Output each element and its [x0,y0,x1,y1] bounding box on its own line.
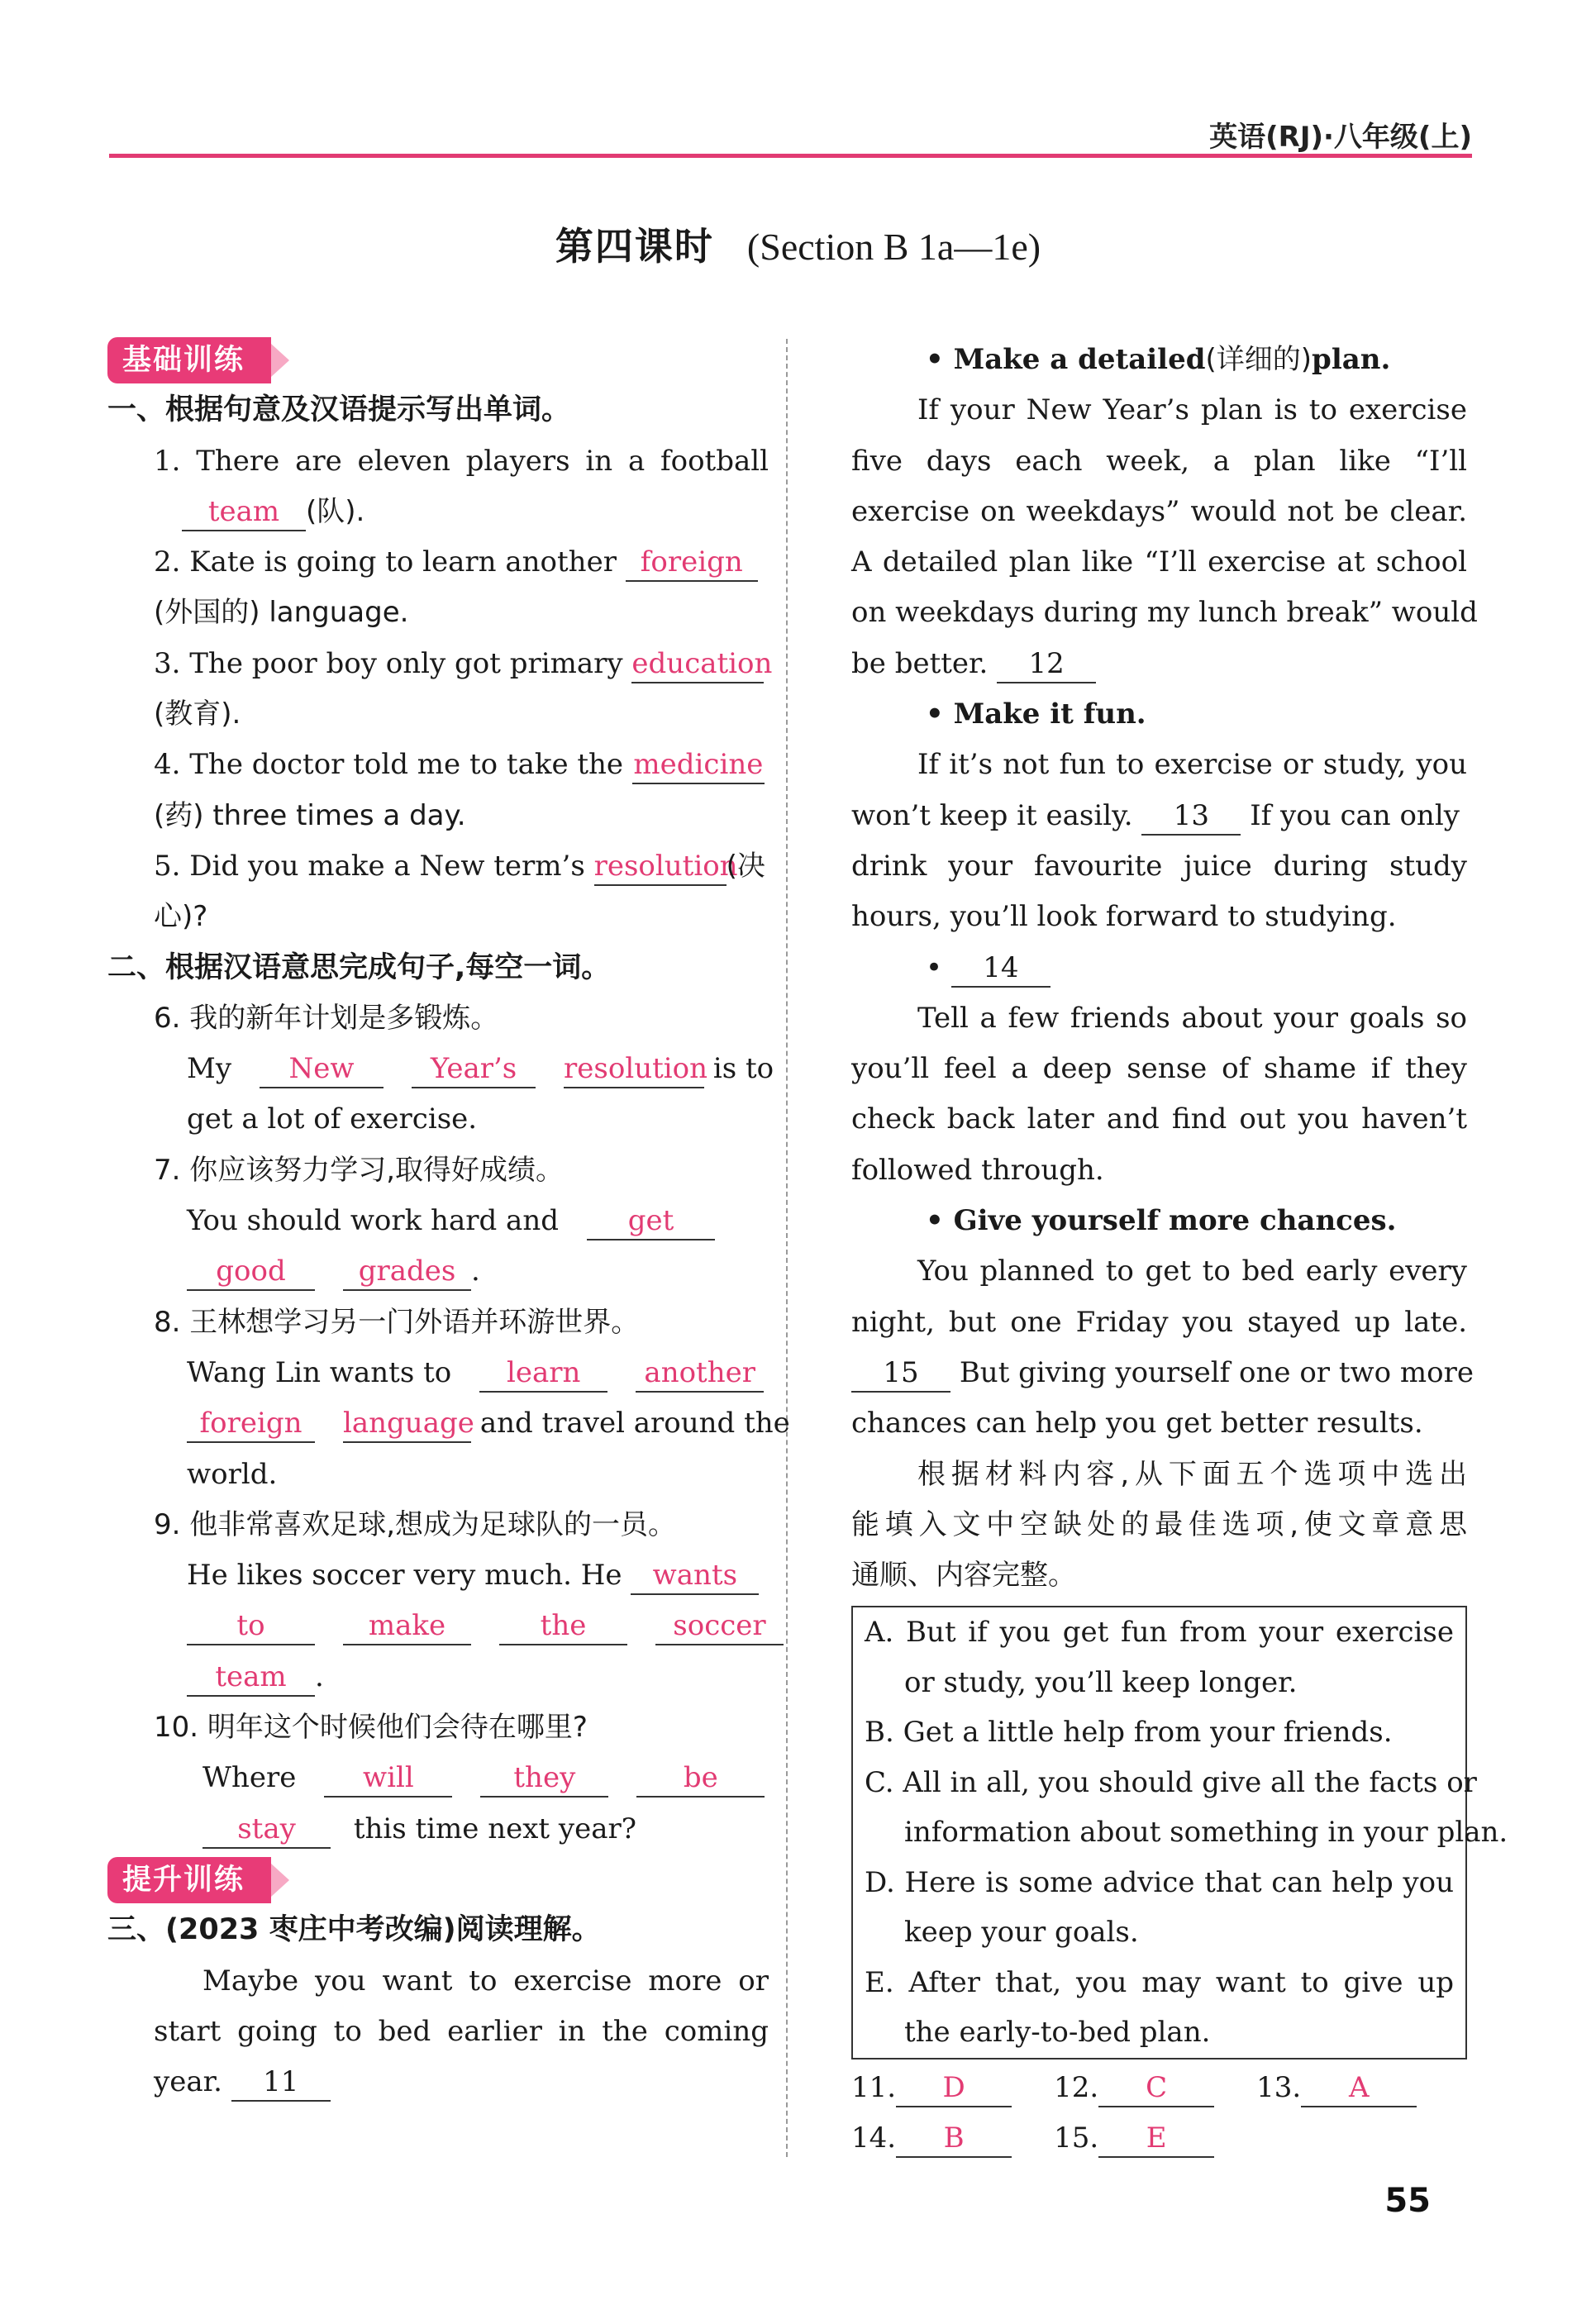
option-c: C. All in all, you should give all the facts or [865,1765,1477,1799]
q8-line2: foreign language and travel around the [107,1398,769,1449]
q2-answer: foreign [626,544,758,582]
q10-line2: stay this time next year? [107,1804,769,1855]
q3-line1: 3. The poor boy only got primary education [107,639,769,689]
option-a: A. But if you get fun from your exercise [865,1616,1454,1650]
q9-line2: to make the soccer [107,1601,769,1651]
q1-answer: team [182,493,306,531]
header-rule [109,154,1472,158]
q1-line1: 1. There are eleven players in a football [154,444,769,478]
instruction-line3: 通顺、内容完整。 [851,1559,1076,1593]
option-e: E. After that, you may want to give up [865,1965,1454,1999]
instruction-line1: 根据材料内容,从下面五个选项中选出 [917,1457,1467,1491]
blank-14: 14 [951,950,1051,988]
q6-line: My New Year’s resolution is to [107,1044,769,1094]
banner-basic: 基础训练 [107,337,271,383]
q6-cn: 6. 我的新年计划是多锻炼。 [154,1001,499,1035]
q10-cn: 10. 明年这个时候他们会待在哪里? [154,1711,588,1745]
q5-answer: resolution [594,848,727,886]
instruction-line2: 能填入文中空缺处的最佳选项,使文章意思 [851,1507,1467,1541]
q2-line2: (外国的) language. [154,596,409,630]
options-box: A. But if you get fun from your exercise or study, you’ll keep longer. B. Get a little help from your friends. C. All in all, you should give all the facts or information about something in your plan. D. Here is some advice that can help you keep your goals. E. After that, you may want to give up the early-to-bed plan. [851,1606,1467,2059]
q4-answer: medicine [632,746,765,784]
banner-advanced: 提升训练 [107,1857,271,1903]
q9-line3: team . [107,1652,769,1702]
reading-p1-line3: year. 11 [107,2057,769,2107]
left-column [107,335,790,2107]
q4-line1: 4. The doctor told me to take the medicine [107,740,769,790]
reading-p1-line1: Maybe you want to exercise more or [202,1964,769,1998]
q7-cn: 7. 你应该努力学习,取得好成绩。 [154,1153,565,1187]
q7-line2: good grades . [107,1246,769,1297]
part2-heading: 二、根据汉语意思完成句子,每空一词。 [107,950,611,984]
page-number: 55 [1384,2182,1431,2220]
q4-line2: (药) three times a day. [154,798,466,832]
blank-13: 13 [1141,798,1241,836]
q9-line: He likes soccer very much. He wants [107,1550,769,1601]
lesson-title [0,217,1596,271]
blank-12: 12 [997,645,1096,683]
lesson-title-cn: 第四课时 [555,224,714,269]
answer-14: B [896,2120,1012,2158]
q9-cn: 9. 他非常喜欢足球,想成为足球队的一员。 [154,1507,677,1541]
option-b: B. Get a little help from your friends. [865,1716,1393,1750]
reading-p1-line2: start going to bed earlier in the coming [154,2014,769,2048]
heading-make-fun: • Make it fun. [926,698,1146,731]
q2-line1: 2. Kate is going to learn another foreign [107,537,769,588]
q10-line: Where will they be [107,1753,769,1803]
column-divider [786,339,788,2157]
q7-line: You should work hard and get [107,1196,769,1246]
header-title: 英语(RJ)·八年级(上) [1209,121,1472,154]
heading-detailed-plan: • Make a detailed(详细的)plan. [926,343,1391,376]
option-d: D. Here is some advice that can help you [865,1865,1454,1899]
q3-line2: (教育). [154,698,241,731]
q1-line2: team (队). [107,487,769,537]
heading-more-chances: • Give yourself more chances. [926,1204,1397,1238]
answer-11: D [896,2069,1012,2107]
q8-line3: world. [187,1457,278,1491]
blank-15: 15 [851,1355,950,1393]
answer-13: A [1301,2069,1417,2107]
answer-15: E [1098,2120,1214,2158]
answers-row2: 14. B 15. E [851,2113,1467,2164]
answer-12: C [1098,2069,1214,2107]
q5-line1: 5. Did you make a New term’s resolution(决 [107,841,769,892]
answers-row1: 11. D 12. C 13. A [851,2063,1467,2113]
part3-heading: 三、(2023 枣庄中考改编)阅读理解。 [107,1913,601,1947]
right-column: • Make a detailed(详细的)plan. If your New Year’s plan is to exercise five days each week, a plan like “I’ll exercise on weekdays” would not be clear. A detailed plan like “I’ll exercise at school on weekdays during my lunch break” would be better. 12 • Make it fun. If it’s not fun to exercise or study, you won’t keep it easily. 13 If you can only drink your favourite juice during study hours, you’ll look forward to studying. • 14 Tell a few friends about your goals so you’ll feel a deep sense of shame if they check back later and find out you haven’t followed through. • Give yourself more chances. You planned to get to bed early every night, but one Friday you stayed up late. 15 But giving yourself one or two more chances can help you get better results. 根据材料内容,从下面五个选项中选出 能填入文中空缺处的最佳选项,使文章意思 通顺、内容完整。 A. But if you get fun from your exercise or study, you’ll keep longer. B. Get a little help from your friends. C. All in all, you should give all the facts or information about something in your plan. D. Here is some advice that can help you keep your goals. E. After that, you may want to give up the early-to-bed plan. 11. D 12. C 13. A 14. B 15. E [851,335,1467,2164]
q5-line2: 心)? [154,900,208,934]
blank-11: 11 [231,2064,331,2102]
q8-line: Wang Lin wants to learn another [107,1348,769,1398]
part1-heading: 一、根据句意及汉语提示写出单词。 [107,393,571,427]
q3-answer: education [631,645,764,683]
lesson-title-en: (Section B 1a—1e) [746,226,1041,268]
q6-line3: get a lot of exercise. [187,1102,478,1136]
q8-cn: 8. 王林想学习另一门外语并环游世界。 [154,1305,640,1339]
